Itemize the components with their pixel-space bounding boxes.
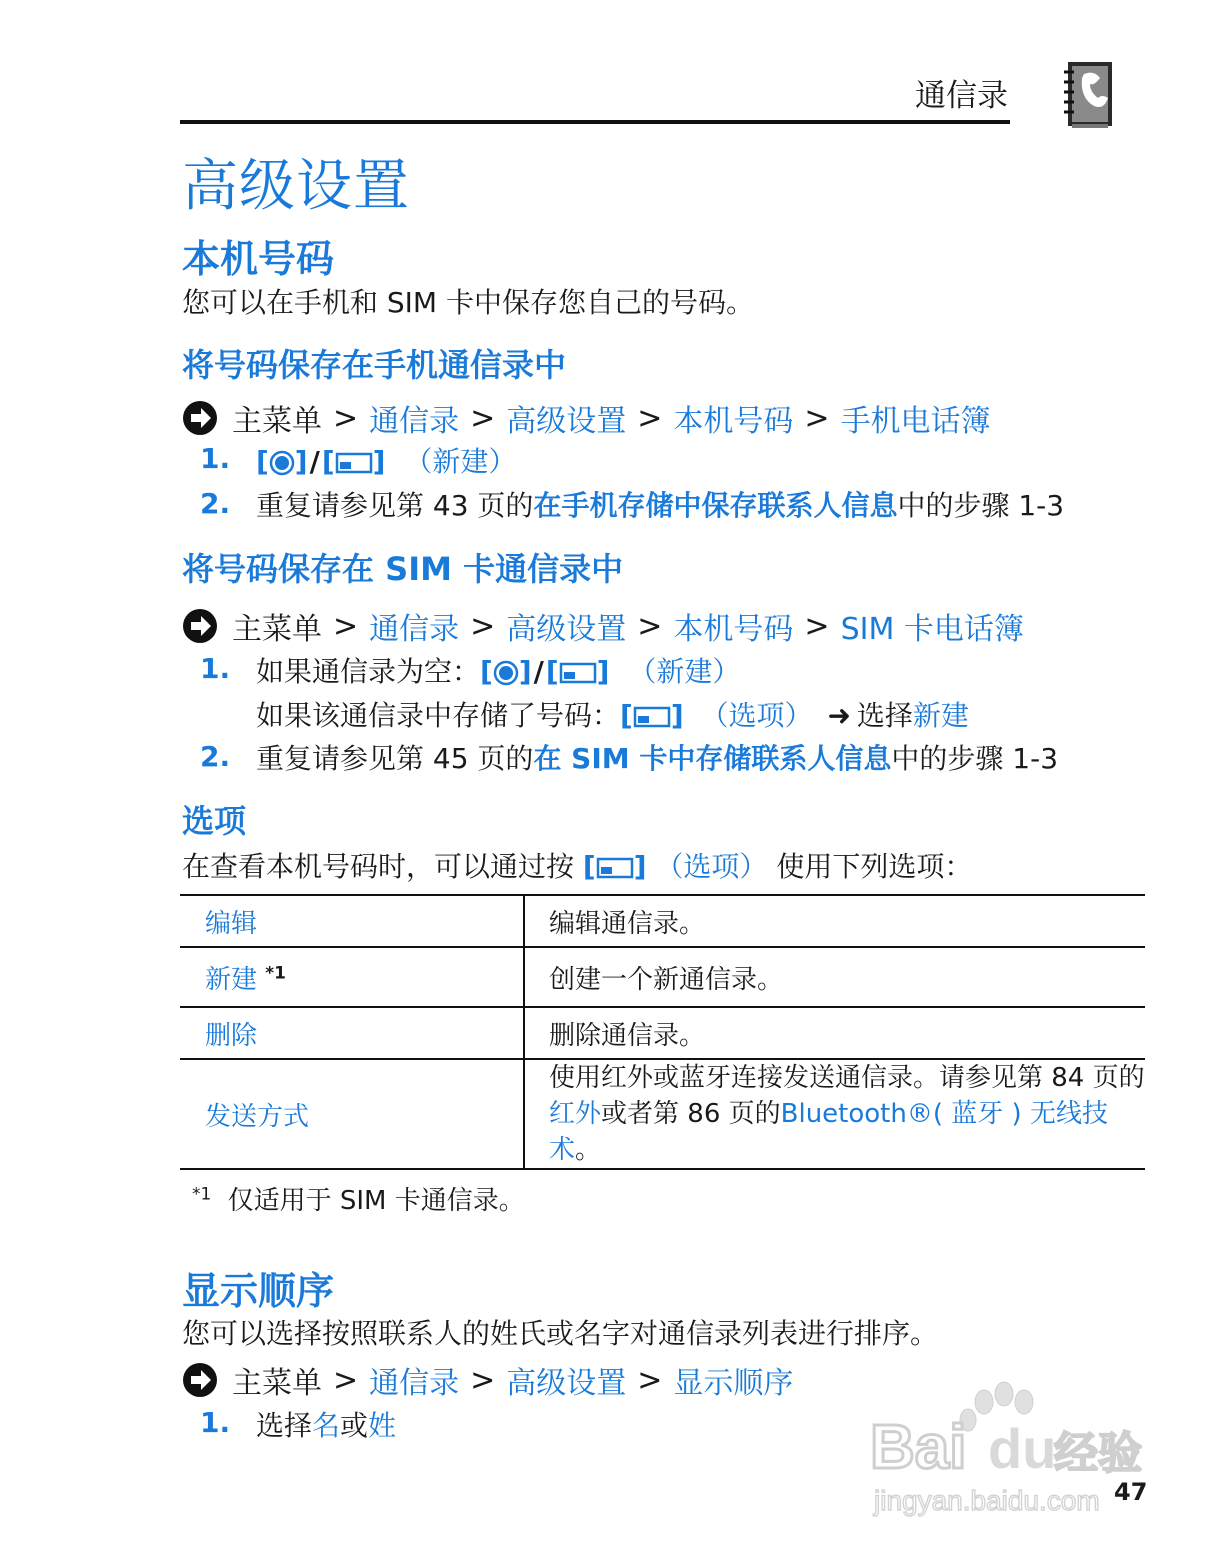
footnote-mark: *1 <box>192 1184 212 1205</box>
step-2-suffix: 中的步骤 1-3 <box>891 742 1059 775</box>
options-intro <box>182 845 972 885</box>
footnote <box>192 1180 525 1217</box>
link-new[interactable]: 新建 <box>912 699 969 732</box>
arrow-circle-icon <box>182 400 218 436</box>
header-rule <box>180 120 1010 124</box>
menu-path-display-order: 主菜单 > 通信录 > 高级设置 > 显示顺序 <box>182 1358 793 1402</box>
footnote-text: 仅适用于 SIM 卡通信录。 <box>227 1186 525 1216</box>
softkey-icon: [ ] <box>545 655 610 688</box>
link-save-sim-contacts[interactable]: 在 SIM 卡中存储联系人信息 <box>533 742 892 775</box>
step-number: 2. <box>200 740 231 773</box>
table-row <box>180 1059 1145 1169</box>
menu-link-phone-book[interactable]: 手机电话簿 <box>840 404 991 439</box>
option-desc-end: 。 <box>575 1135 602 1165</box>
menu-link-contacts[interactable]: 通信录 <box>369 612 460 647</box>
running-header: 通信录 <box>915 78 1008 114</box>
link-bluetooth[interactable]: Bluetooth®( 蓝牙 ) 无线技术 <box>549 1099 1108 1165</box>
arrow-circle-icon <box>182 608 218 644</box>
table-row <box>180 895 1145 947</box>
step-number: 1. <box>200 652 231 685</box>
page-number: 47 <box>1114 1478 1148 1506</box>
section-heading-own-number: 本机号码 <box>182 237 335 281</box>
menu-path-phone: 主菜单 > 通信录 > 高级设置 > 本机号码 > 手机电话簿 <box>182 396 991 440</box>
step-or: 或 <box>340 1409 369 1442</box>
step-1-sim-stored <box>256 694 969 734</box>
link-save-phone-contacts[interactable]: 在手机存储中保存联系人信息 <box>533 489 898 522</box>
menu-link-own-number[interactable]: 本机号码 <box>673 612 794 647</box>
option-name[interactable]: 编辑 <box>180 895 524 947</box>
subheading-sim: 将号码保存在 SIM 卡通信录中 <box>182 550 624 588</box>
intro-text-suffix: 使用下列选项： <box>776 850 973 883</box>
menu-path-sim: 主菜单 > 通信录 > 高级设置 > 本机号码 > SIM 卡电话簿 <box>182 604 1024 648</box>
page-title: 高级设置 <box>182 154 410 219</box>
step-number: 1. <box>200 1406 231 1439</box>
right-arrow-icon: ➜ <box>827 699 851 732</box>
menu-link-advanced[interactable]: 高级设置 <box>506 612 627 647</box>
menu-link-contacts[interactable]: 通信录 <box>369 1366 460 1401</box>
step-2-phone <box>256 484 1064 524</box>
option-name[interactable]: 删除 <box>180 1007 524 1059</box>
phonebook-icon <box>1062 58 1116 132</box>
step-2-sim <box>256 737 1058 777</box>
step-1-label: （新建） <box>404 445 517 478</box>
table-row <box>180 947 1145 1007</box>
menu-root: 主菜单 <box>232 612 322 647</box>
step-text: 选择 <box>256 1409 313 1442</box>
step-label: （选项） <box>700 699 813 732</box>
intro-options-label: （选项） <box>655 850 768 883</box>
section-heading-options: 选项 <box>182 802 247 840</box>
option-name: 新建 <box>205 964 258 995</box>
step-2-text: 重复请参见第 45 页的 <box>256 742 534 775</box>
option-desc: 创建一个新通信录。 <box>524 947 1145 1007</box>
menu-link-sim-book[interactable]: SIM 卡电话簿 <box>840 612 1024 647</box>
options-table <box>180 894 1145 1170</box>
softkey-icon: [ ] <box>321 445 386 478</box>
display-order-intro: 您可以选择按照联系人的姓氏或名字对通信录列表进行排序。 <box>182 1317 939 1350</box>
option-name-cell[interactable] <box>180 947 524 1007</box>
svg-text:经验: 经验 <box>1054 1428 1142 1479</box>
step-1-phone: [ ]/[ ] （新建） <box>256 445 517 478</box>
center-key-icon: [ ] <box>480 655 532 688</box>
step-text: 选择 <box>856 699 913 732</box>
step-text: 如果通信录为空： <box>256 655 481 688</box>
svg-text:Bai: Bai <box>870 1413 967 1482</box>
step-2-text: 重复请参见第 43 页的 <box>256 489 534 522</box>
center-key-icon: [ ] <box>256 445 308 478</box>
step-number: 2. <box>200 487 231 520</box>
svg-text:du: du <box>988 1417 1057 1480</box>
footnote-mark: *1 <box>265 962 286 983</box>
option-desc: 删除通信录。 <box>524 1007 1145 1059</box>
table-row <box>180 1007 1145 1059</box>
step-number: 1. <box>200 442 231 475</box>
step-2-suffix: 中的步骤 1-3 <box>897 489 1065 522</box>
option-name[interactable]: 发送方式 <box>180 1059 524 1169</box>
intro-text: 在查看本机号码时，可以通过按 <box>182 850 575 883</box>
softkey-icon: [ ] <box>620 699 684 732</box>
link-infrared[interactable]: 红外 <box>549 1099 602 1129</box>
own-number-intro: 您可以在手机和 SIM 卡中保存您自己的号码。 <box>182 286 754 319</box>
option-desc: 编辑通信录。 <box>524 895 1145 947</box>
menu-link-display-order[interactable]: 显示顺序 <box>673 1366 794 1401</box>
section-heading-display-order: 显示顺序 <box>182 1269 335 1313</box>
svg-text:jingyan.baidu.com: jingyan.baidu.com <box>874 1485 1100 1516</box>
menu-root: 主菜单 <box>232 1366 322 1401</box>
step-label: （新建） <box>628 655 741 688</box>
option-desc: 使用红外或蓝牙连接发送通信录。请参见第 84 页的 <box>549 1063 1145 1093</box>
menu-link-contacts[interactable]: 通信录 <box>369 404 460 439</box>
arrow-circle-icon <box>182 1362 218 1398</box>
menu-root: 主菜单 <box>232 404 322 439</box>
step-1-display-order <box>256 1404 396 1444</box>
option-desc-mid: 或者第 86 页的 <box>601 1099 781 1129</box>
menu-link-advanced[interactable]: 高级设置 <box>506 404 627 439</box>
option-desc-cell <box>524 1059 1145 1169</box>
menu-link-own-number[interactable]: 本机号码 <box>673 404 794 439</box>
step-text: 如果该通信录中存储了号码： <box>256 699 621 732</box>
step-1-sim-empty: 如果通信录为空：[ ]/[ ] （新建） <box>256 655 741 688</box>
subheading-phone: 将号码保存在手机通信录中 <box>182 346 567 384</box>
link-last-name[interactable]: 姓 <box>368 1409 397 1442</box>
menu-link-advanced[interactable]: 高级设置 <box>506 1366 627 1401</box>
softkey-icon: [ ] <box>582 850 647 883</box>
link-first-name[interactable]: 名 <box>312 1409 341 1442</box>
